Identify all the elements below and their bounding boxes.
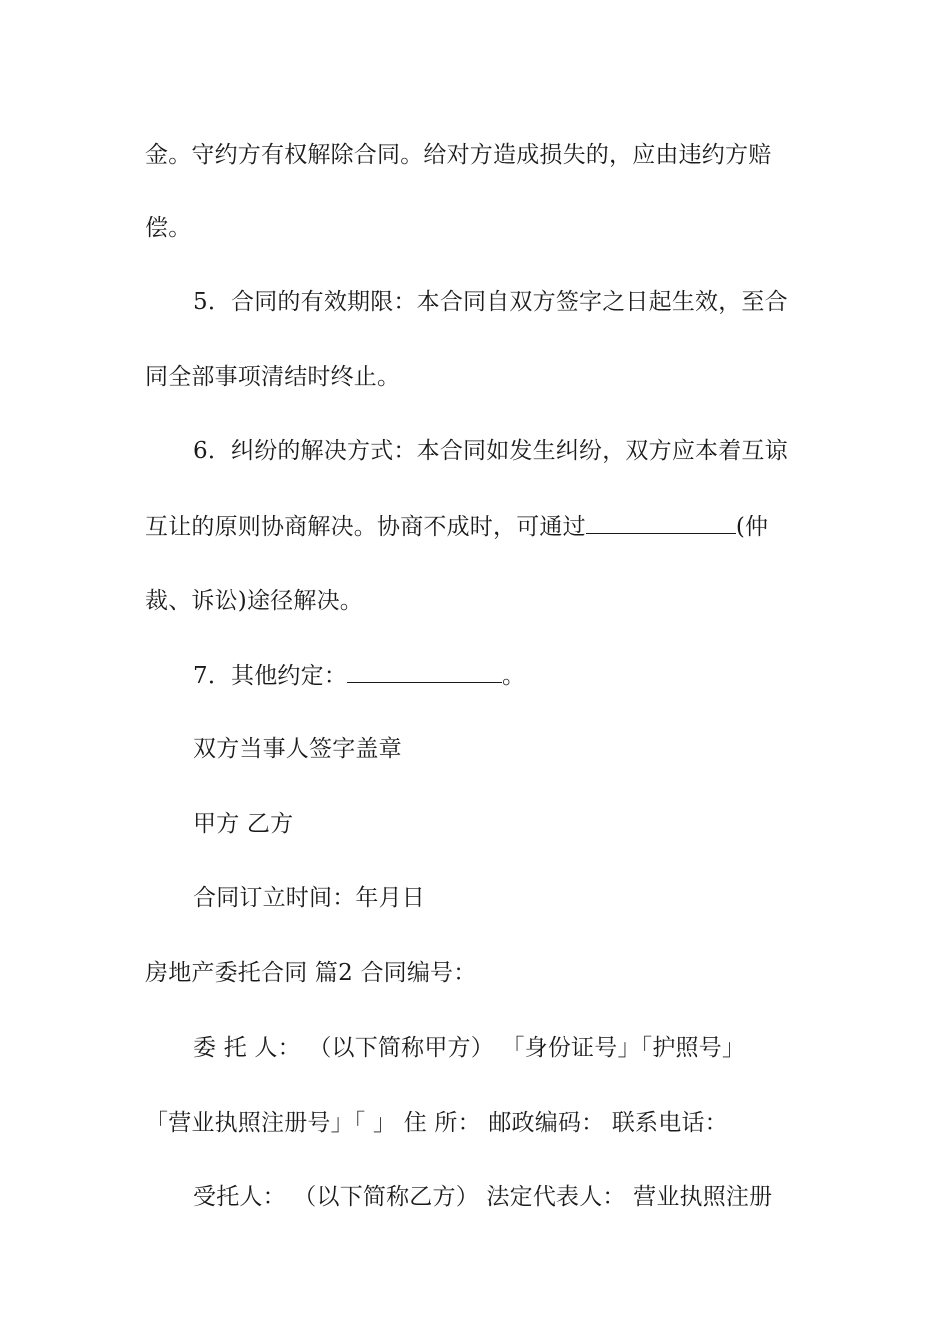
text-line: 金。守约方有权解除合同。给对方造成损失的，应由违约方赔	[145, 142, 772, 168]
section-heading: 房地产委托合同 篇2 合同编号：	[145, 960, 477, 986]
text-line: 偿。	[145, 215, 192, 241]
text-line-other	[193, 660, 807, 691]
text-line: 同全部事项清结时终止。	[145, 364, 401, 390]
text-line: 甲方 乙方	[193, 811, 294, 837]
text-segment: 。	[502, 663, 526, 689]
text-segment: 互让的原则协商解决。协商不成时，可通过	[145, 514, 586, 540]
text-line: 「营业执照注册号」「 」 住 所： 邮政编码： 联系电话：	[145, 1110, 728, 1136]
blank-underline	[586, 511, 736, 534]
text-line: 6．纠纷的解决方式：本合同如发生纠纷，双方应本着互谅	[193, 438, 788, 464]
text-line: 委 托 人： （以下简称甲方） 「身份证号」「护照号」	[193, 1035, 746, 1061]
text-segment: (仲	[735, 514, 769, 540]
blank-underline	[347, 660, 502, 683]
text-line: 合同订立时间：年月日	[193, 885, 425, 911]
text-line: 裁、诉讼)途径解决。	[145, 588, 363, 614]
text-line: 双方当事人签字盖章	[193, 736, 402, 762]
text-line: 5．合同的有效期限：本合同自双方签字之日起生效，至合	[193, 289, 788, 315]
text-line: 受托人： （以下简称乙方） 法定代表人： 营业执照注册	[193, 1184, 773, 1210]
text-line-arbitration	[145, 511, 807, 542]
text-segment: 7．其他约定：	[193, 663, 348, 689]
